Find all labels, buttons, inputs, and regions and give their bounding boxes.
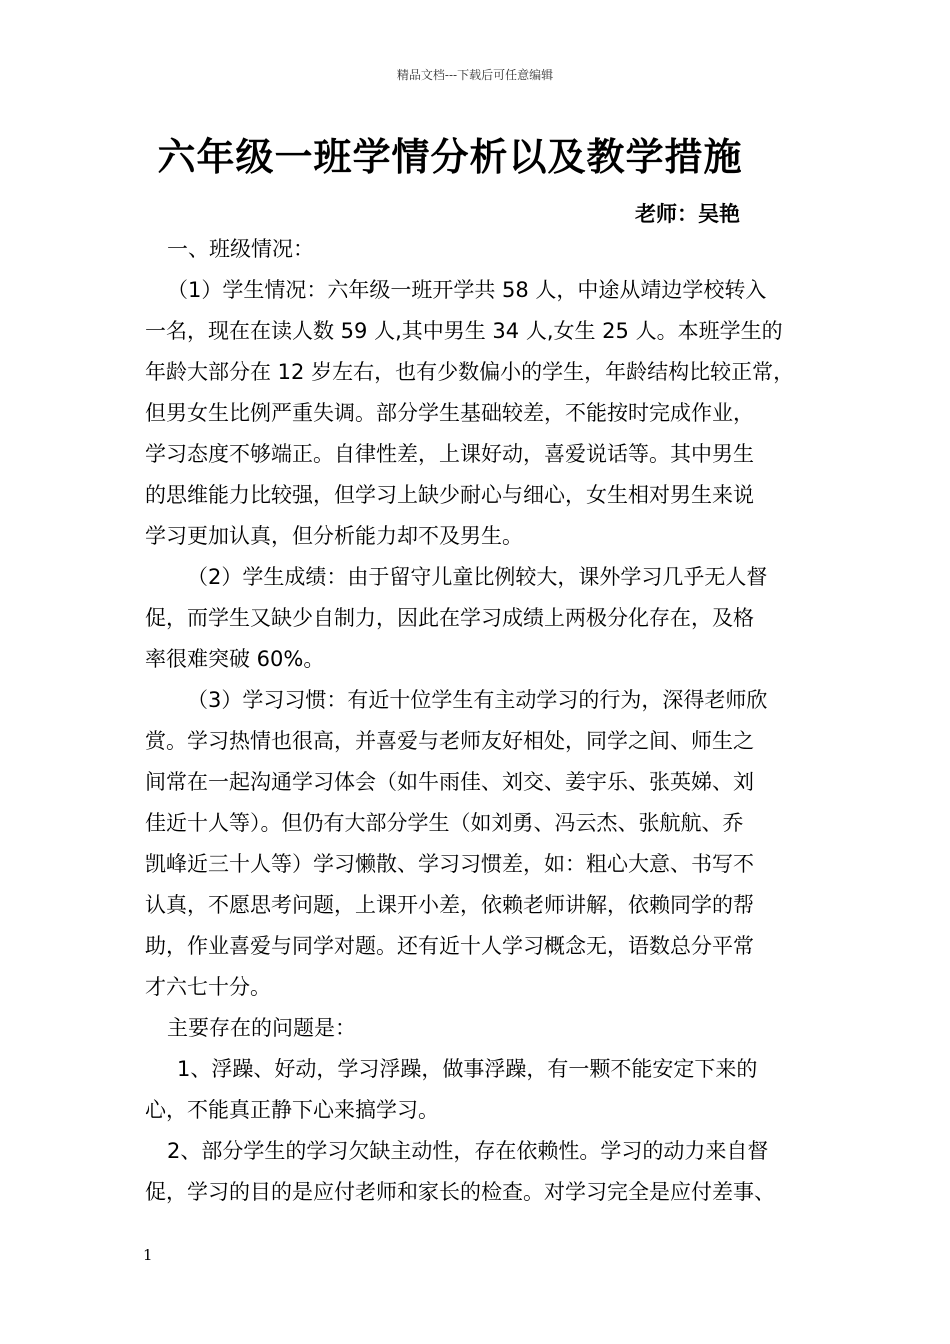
document-body	[145, 229, 825, 1213]
body-line: 认真，不愿思考问题，上课开小差，依赖老师讲解，依赖同学的帮	[145, 893, 754, 917]
body-line: 佳近十人等）。但仍有大部分学生（如刘勇、冯云杰、张航航、乔	[145, 811, 744, 835]
document-title: 六年级一班学情分析以及教学措施	[157, 135, 743, 179]
body-line: 心，不能真正静下心来搞学习。	[145, 1098, 439, 1122]
body-line: 助，作业喜爱与同学对题。还有近十人学习概念无，语数总分平常	[145, 934, 754, 958]
body-line: 赏。学习热情也很高，并喜爱与老师友好相处，同学之间、师生之	[145, 729, 754, 753]
body-line: （3）学习习惯：有近十位学生有主动学习的行为，深得老师欣	[187, 688, 768, 712]
body-line: 的思维能力比较强，但学习上缺少耐心与细心，女生相对男生来说	[145, 483, 754, 507]
body-line: 2、部分学生的学习欠缺主动性，存在依赖性。学习的动力来自督	[167, 1139, 769, 1163]
body-line: 率很难突破 60%。	[145, 647, 325, 671]
body-line: 凯峰近三十人等）学习懒散、学习习惯差，如：粗心大意、书写不	[145, 852, 754, 876]
body-line: 促，而学生又缺少自制力，因此在学习成绩上两极分化存在，及格	[145, 606, 754, 630]
body-line: 学习态度不够端正。自律性差，上课好动，喜爱说话等。其中男生	[145, 442, 754, 466]
body-line: 间常在一起沟通学习体会（如牛雨佳、刘交、姜宇乐、张英娣、刘	[145, 770, 754, 794]
body-line: 但男女生比例严重失调。部分学生基础较差，不能按时完成作业，	[145, 401, 754, 425]
body-line: 学习更加认真，但分析能力却不及男生。	[145, 524, 523, 548]
author-line: 老师：吴艳	[635, 202, 740, 226]
body-line: 一、班级情况：	[167, 237, 314, 261]
header-note: 精品文档---下载后可任意编辑	[396, 68, 554, 82]
body-line: 主要存在的问题是：	[167, 1016, 356, 1040]
body-line: 年龄大部分在 12 岁左右，也有少数偏小的学生，年龄结构比较正常，	[145, 360, 795, 384]
body-line: 促，学习的目的是应付老师和家长的检查。对学习完全是应付差事、	[145, 1180, 775, 1204]
body-line: 才六七十分。	[145, 975, 271, 999]
page-number: 1	[143, 1246, 153, 1264]
body-line: 一名，现在在读人数 59 人,其中男生 34 人,女生 25 人。本班学生的	[145, 319, 783, 343]
body-line: （1）学生情况：六年级一班开学共 58 人，中途从靖边学校转入	[167, 278, 767, 302]
body-line: 1、浮躁、好动，学习浮躁，做事浮躁，有一颗不能安定下来的	[177, 1057, 758, 1081]
body-line: （2）学生成绩：由于留守儿童比例较大，课外学习几乎无人督	[187, 565, 768, 589]
